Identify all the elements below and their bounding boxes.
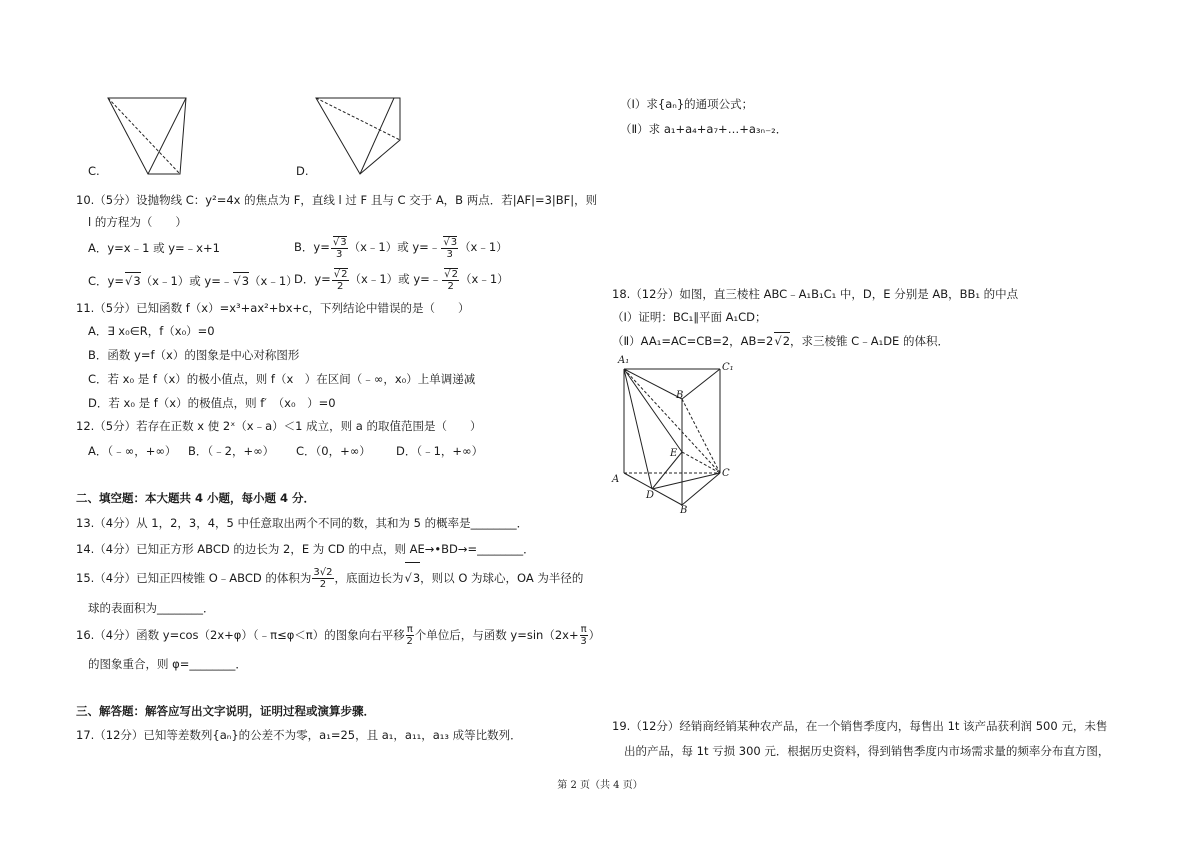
q10-option-c-sqrt2: √ 3 <box>233 272 249 289</box>
q10-option-d-frac1 <box>332 268 349 292</box>
q10-option-c-sqrt1: √ 3 <box>125 272 141 289</box>
q10-option-b-frac2 <box>441 236 458 260</box>
q16-prefix: 16.（4分）函数 y=cos（2x+φ）（﹣π≤φ＜π）的图象向右平移 <box>76 628 405 642</box>
q16-shift-num: π <box>406 624 413 635</box>
q18-part2-suffix: ，求三棱锥 C﹣A₁DE 的体积． <box>790 334 949 348</box>
q11-option-b: B．函数 y=f（x）的图象是中心对称图形 <box>88 348 300 362</box>
q18-stem: 18.（12分）如图，直三棱柱 ABC﹣A₁B₁C₁ 中，D，E 分别是 AB，BB₁ 的中点 <box>612 287 1019 301</box>
q12-option-b: B．（﹣2，+∞） <box>188 444 275 458</box>
q10-option-b-sqrt1: √ 3 <box>333 236 347 248</box>
q10-option-b-prefix: B．y= <box>294 240 330 254</box>
q14: 14.（4分）已知正方形 ABCD 的边长为 2，E 为 CD 的中点，则 AE→•BD→=________． <box>76 542 535 556</box>
figure-option-c <box>106 96 192 178</box>
q10-option-b-suffix: （x﹣1） <box>459 240 508 254</box>
q15-side-sqrt: √ 3 <box>405 562 421 593</box>
fig18-label-e: E <box>670 448 678 459</box>
q10-stem-line1: 10.（5分）设抛物线 C：y²=4x 的焦点为 F，直线 l 过 F 且与 C 交于 A，B 两点．若|AF|=3|BF|，则 <box>76 193 598 207</box>
q19-line1: 19.（12分）经销商经销某种农产品，在一个销售季度内，每售出 1t 该产品获利润 500 元，未售 <box>612 719 1108 733</box>
q12-option-a: A．（﹣∞，+∞） <box>88 444 177 458</box>
q18-part1: （Ⅰ）证明：BC₁∥平面 A₁CD； <box>612 310 767 324</box>
section2-heading: 二、填空题：本大题共 4 小题，每小题 4 分． <box>76 491 316 505</box>
q10-option-c-mid: （x﹣1）或 y=﹣ <box>140 274 233 288</box>
q10-option-c-suffix: （x﹣1） <box>249 274 298 288</box>
figure-option-d <box>314 96 404 178</box>
q10-option-d-mid: （x﹣1）或 y=﹣ <box>349 272 442 286</box>
q18-part2-prefix: （Ⅱ）AA₁=AC=CB=2，AB=2 <box>612 334 774 348</box>
q10-option-d-prefix: D．y= <box>294 272 331 286</box>
q12-option-c: C．（0，+∞） <box>296 444 371 458</box>
q10-option-b <box>294 232 508 262</box>
q16-line2: 的图象重合，则 φ=________． <box>88 657 247 671</box>
q17-part2: （Ⅱ）求 a₁+a₄+a₇+…+a₃ₙ₋₂． <box>620 122 788 136</box>
q16-suffix: ） <box>588 628 601 642</box>
fig18-label-c1: C₁ <box>722 362 734 373</box>
q16-shift-den: 2 <box>406 636 413 647</box>
q16-phase-num: π <box>580 624 587 635</box>
q15-volume-den: 2 <box>319 579 327 590</box>
q16-phase-den: 3 <box>580 636 587 647</box>
fig18-label-d: D <box>646 490 655 501</box>
fig-c-label: C. <box>88 164 100 178</box>
q17-stem: 17.（12分）已知等差数列{aₙ}的公差不为零，a₁=25，且 a₁，a₁₁，a₁₃ 成等比数列． <box>76 728 522 742</box>
q10-stem-line2: l 的方程为（ ） <box>88 215 187 229</box>
q10-option-d-suffix: （x﹣1） <box>460 272 509 286</box>
q16-phase-frac <box>580 624 588 647</box>
q18-part2 <box>612 332 949 349</box>
q10-option-d-sqrt1: √ 2 <box>334 268 348 280</box>
q15-line1 <box>76 562 583 593</box>
fig18-label-b1: B <box>676 390 684 401</box>
q10-option-a: A．y=x﹣1 或 y=﹣x+1 <box>88 241 220 255</box>
q13: 13.（4分）从 1，2，3，4，5 中任意取出两个不同的数，其和为 5 的概率是________． <box>76 516 529 530</box>
q15-volume-frac <box>312 567 333 590</box>
prism-figure <box>612 355 762 520</box>
q15-prefix: 15.（4分）已知正四棱锥 O﹣ABCD 的体积为 <box>76 571 312 585</box>
fig18-label-a1: A₁ <box>618 355 630 366</box>
q15-volume-num: 3√2 <box>313 567 333 578</box>
q16-shift-frac <box>406 624 414 647</box>
q18-part2-sqrt: √ 2 <box>774 332 790 349</box>
q10-option-c-prefix: C．y= <box>88 274 124 288</box>
q10-option-d-den1: 2 <box>336 280 344 292</box>
q15-suffix: ，则以 O 为球心，OA 为半径的 <box>420 571 584 585</box>
q19-line2: 出的产品，每 1t 亏损 300 元．根据历史资料，得到销售季度内市场需求量的频率分布直方图， <box>624 744 1110 758</box>
q12-stem: 12.（5分）若存在正数 x 使 2ˣ（x﹣a）＜1 成立，则 a 的取值范围是（ ） <box>76 419 482 433</box>
q17-part1: （Ⅰ）求{aₙ}的通项公式； <box>620 97 754 111</box>
q10-option-c <box>88 272 298 289</box>
q10-option-d-frac2 <box>442 268 459 292</box>
q10-option-b-den1: 3 <box>336 248 343 260</box>
section3-heading: 三、解答题：解答应写出文字说明，证明过程或演算步骤． <box>76 704 375 718</box>
q10-option-b-sqrt2: √ 3 <box>443 236 457 248</box>
q11-option-d: D．若 x₀ 是 f（x）的极值点，则 f′ （x₀ ）=0 <box>88 396 336 410</box>
q15-line2: 球的表面积为________． <box>88 601 215 615</box>
q10-option-d-sqrt2: √ 2 <box>444 268 458 280</box>
page-footer: 第 2 页（共 4 页） <box>557 780 643 791</box>
q11-option-a: A．∃ x₀∈R，f（x₀）=0 <box>88 324 215 338</box>
fig18-label-c: C <box>722 468 730 479</box>
q11-option-c: C．若 x₀ 是 f（x）的极小值点，则 f（x ）在区间（﹣∞，x₀）上单调递减 <box>88 372 476 386</box>
q16-mid: 个单位后，与函数 y=sin（2x+ <box>414 628 579 642</box>
q16-line1 <box>76 620 600 650</box>
q12-option-d: D．（﹣1，+∞） <box>396 444 484 458</box>
q15-mid: ，底面边长为 <box>334 571 404 585</box>
fig18-label-b: B <box>680 505 688 516</box>
fig18-label-a: A <box>612 474 620 485</box>
q10-option-b-mid: （x﹣1）或 y=﹣ <box>348 240 441 254</box>
q11-stem: 11.（5分）已知函数 f（x）=x³+ax²+bx+c，下列结论中错误的是（ ） <box>76 301 470 315</box>
q10-option-d <box>294 264 509 294</box>
fig-d-label: D. <box>296 164 309 178</box>
q10-option-b-den2: 3 <box>446 248 453 260</box>
q10-option-b-frac1 <box>331 236 348 260</box>
q10-option-d-den2: 2 <box>447 280 454 292</box>
right-column <box>612 0 1132 848</box>
